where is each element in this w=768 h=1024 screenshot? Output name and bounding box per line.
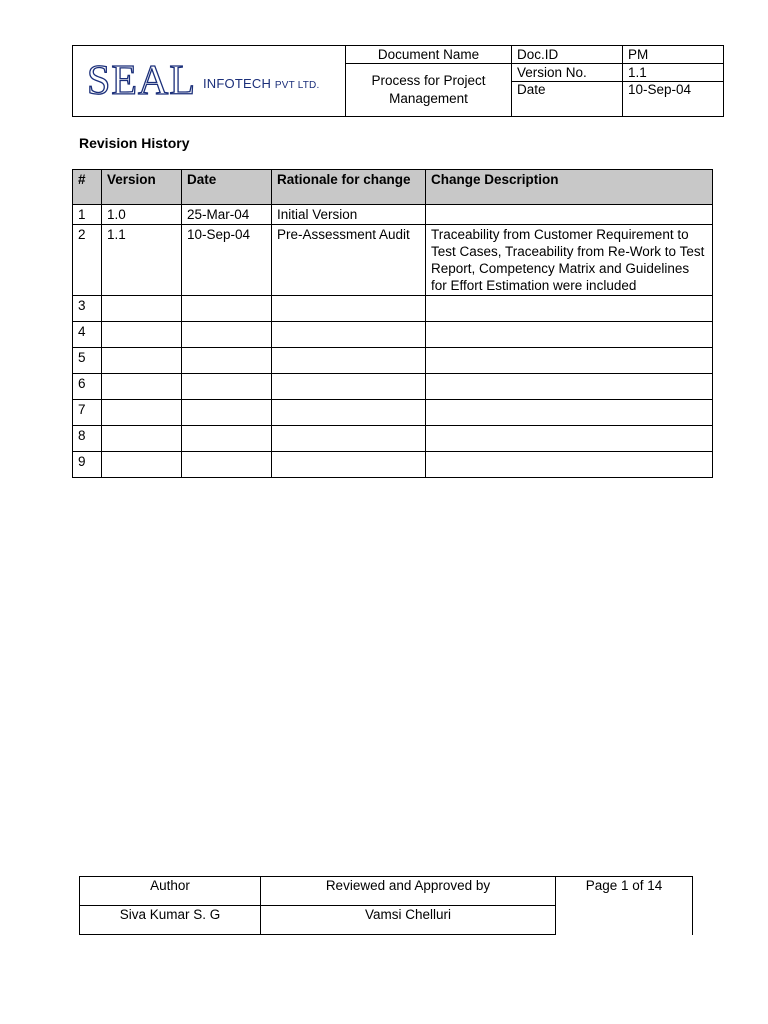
reviewer-label: Reviewed and Approved by: [261, 877, 556, 906]
table-row: [73, 322, 713, 348]
table-row: [73, 374, 713, 400]
row-number: 1: [73, 205, 102, 225]
author-label: Author: [80, 877, 261, 906]
row-description: [426, 296, 713, 322]
row-date: [182, 452, 272, 478]
row-number: 5: [73, 348, 102, 374]
row-version: 1.1: [102, 225, 182, 296]
column-header-rationale: Rationale for change: [272, 170, 426, 205]
row-rationale: [272, 452, 426, 478]
row-date: [182, 426, 272, 452]
column-header-description: Change Description: [426, 170, 713, 205]
row-number: 2: [73, 225, 102, 296]
row-date: [182, 296, 272, 322]
row-version: [102, 400, 182, 426]
table-row: [73, 296, 713, 322]
logo-brand: SEAL: [87, 58, 196, 104]
row-date: [182, 374, 272, 400]
document-header-table: [72, 45, 724, 117]
doc-id-value: PM: [623, 46, 724, 64]
logo-suffix: PVT LTD.: [274, 80, 320, 91]
row-number: 3: [73, 296, 102, 322]
row-version: [102, 452, 182, 478]
logo-cell: [73, 46, 346, 117]
date-label: Date: [512, 82, 623, 117]
document-footer-table: [79, 876, 693, 935]
row-version: [102, 374, 182, 400]
document-name-value: Process for Project Management: [346, 64, 512, 117]
logo-company: INFOTECH: [203, 76, 272, 91]
row-rationale: [272, 296, 426, 322]
column-header-version: Version: [102, 170, 182, 205]
author-name: Siva Kumar S. G: [80, 906, 261, 935]
row-number: 7: [73, 400, 102, 426]
row-version: [102, 296, 182, 322]
row-version: 1.0: [102, 205, 182, 225]
row-date: 10-Sep-04: [182, 225, 272, 296]
revision-history-title: Revision History: [79, 135, 190, 151]
row-description: [426, 205, 713, 225]
row-date: [182, 322, 272, 348]
table-row: [73, 225, 713, 296]
row-description: [426, 348, 713, 374]
row-description: [426, 374, 713, 400]
row-description: Traceability from Customer Requirement to Test Cases, Traceability from Re-Work to Test Report, Competency Matrix and Guidelines for Effort Estimation were included: [426, 225, 713, 296]
version-label: Version No.: [512, 64, 623, 82]
row-version: [102, 322, 182, 348]
row-date: [182, 400, 272, 426]
row-date: 25-Mar-04: [182, 205, 272, 225]
version-value: 1.1: [623, 64, 724, 82]
row-number: 8: [73, 426, 102, 452]
row-number: 6: [73, 374, 102, 400]
row-description: [426, 452, 713, 478]
reviewer-name: Vamsi Chelluri: [261, 906, 556, 935]
date-value: 10-Sep-04: [623, 82, 724, 117]
document-name-label: Document Name: [346, 46, 512, 64]
page-number: Page 1 of 14: [556, 877, 693, 935]
table-row: [73, 205, 713, 225]
row-number: 9: [73, 452, 102, 478]
company-logo: [73, 46, 345, 116]
table-row: [73, 400, 713, 426]
row-version: [102, 426, 182, 452]
table-row: [73, 348, 713, 374]
row-description: [426, 426, 713, 452]
revision-history-table: [72, 169, 713, 478]
row-rationale: [272, 322, 426, 348]
row-version: [102, 348, 182, 374]
row-rationale: [272, 426, 426, 452]
table-row: [73, 426, 713, 452]
table-header-row: [73, 170, 713, 205]
row-rationale: Initial Version: [272, 205, 426, 225]
row-description: [426, 322, 713, 348]
row-rationale: Pre-Assessment Audit: [272, 225, 426, 296]
column-header-number: #: [73, 170, 102, 205]
doc-id-label: Doc.ID: [512, 46, 623, 64]
row-rationale: [272, 348, 426, 374]
row-rationale: [272, 400, 426, 426]
row-rationale: [272, 374, 426, 400]
column-header-date: Date: [182, 170, 272, 205]
row-date: [182, 348, 272, 374]
row-description: [426, 400, 713, 426]
table-row: [73, 452, 713, 478]
row-number: 4: [73, 322, 102, 348]
